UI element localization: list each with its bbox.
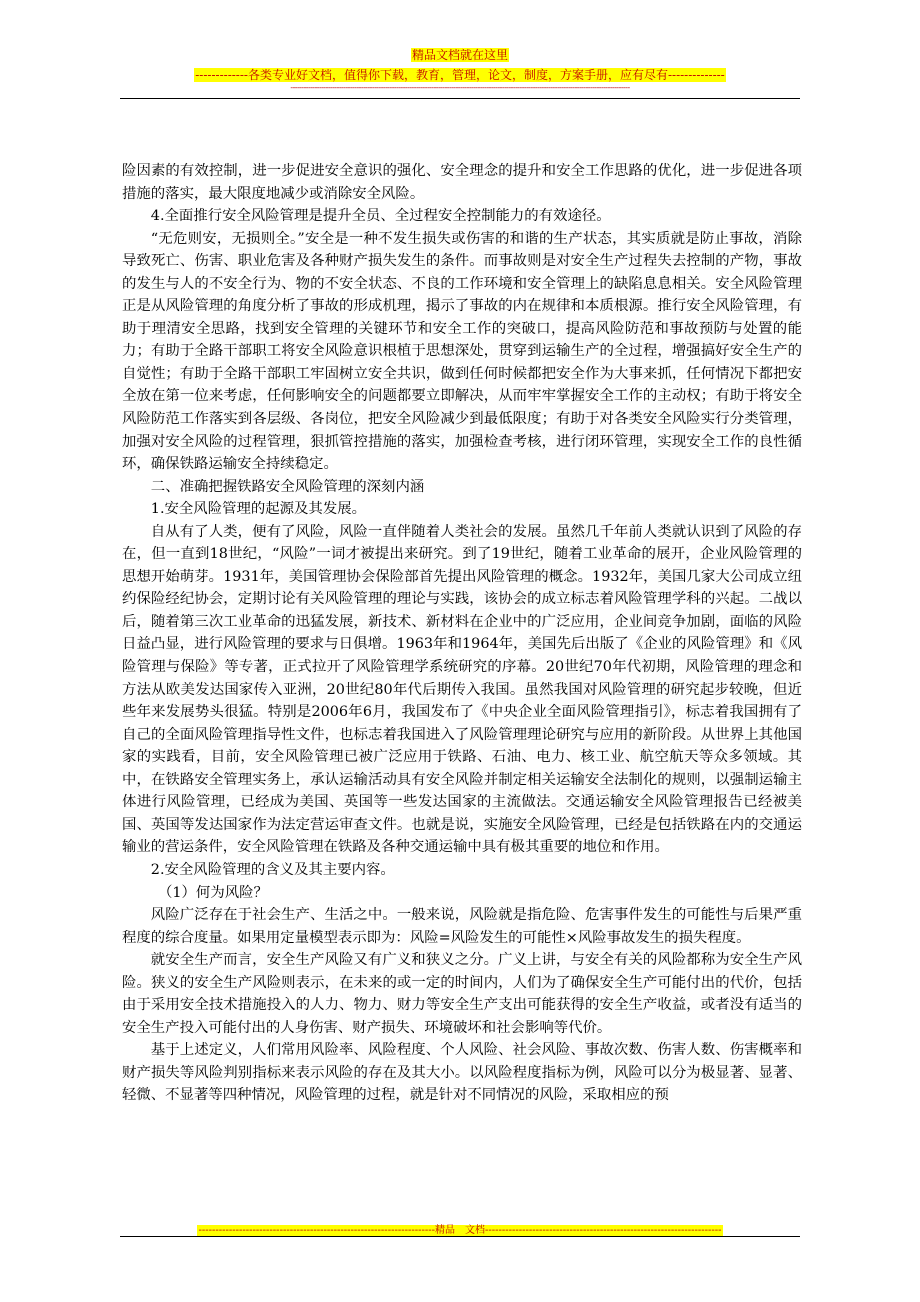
header-title-text: 精品文档就在这里 — [411, 48, 508, 62]
paragraph: “无危则安，无损则全。”安全是一种不发生损失或伤害的和谐的生产状态，其实质就是防止事故，消除导致死亡、伤害、职业危害及各种财产损失发生的条件。而事故则是对安全生产过程失去控制的产物，事故的发生与人的不安全行为、物的不安全状态、不良的工作环境和安全管理上的缺陷息息相关。安全风险管理正是从风险管理的角度分析了事故的形成机理，揭示了事故的内在规律和本质根源。推行安全风险管理，有助于理清安全思路，找到安全管理的关键环节和安全工作的突破口，提高风险防范和事故预防与处置的能力；有助于全路干部职工将安全风险意识根植于思想深处，贯穿到运输生产的全过程，增强搞好安全生产的自觉性；有助于全路干部职工牢固树立安全共识，做到任何时候都把安全作为大事来抓，任何情况下都把安全放在第一位来考虑，任何影响安全的问题都要立即解决，从而牢牢掌握安全工作的主动权；有助于将安全风险防范工作落实到各层级、各岗位，把安全风险减少到最低限度；有助于对各类安全风险实行分类管理，加强对安全风险的过程管理，狠抓管控措施的落实，加强检查考核，进行闭环管理，实现安全工作的良性循环，确保铁路运输安全持续稳定。 — [122, 230, 802, 473]
header-tagline-text: -------------各类专业好文档，值得你下载，教育，管理，论文，制度，方案手册，应有尽有-------------- — [195, 68, 725, 82]
section-heading: 二、准确把握铁路安全风险管理的深刻内涵 — [150, 478, 425, 495]
subsection-heading: （1）何为风险？ — [158, 884, 268, 901]
document-body — [122, 160, 802, 1107]
subsection-heading: 1.安全风险管理的起源及其发展。 — [150, 501, 366, 518]
header-title — [0, 44, 920, 63]
paragraph: 就安全生产而言，安全生产风险又有广义和狭义之分。广义上讲，与安全有关的风险都称为安全生产风险。狭义的安全生产风险则表示，在未来的或一定的时间内，人们为了确保安全生产可能付出的代价，包括由于采用安全技术措施投入的人力、物力、财力等安全生产支出可能获得的安全生产收益，或者没有适当的安全生产投入可能付出的人身伤害、财产损失、环境破坏和社会影响等代价。 — [122, 952, 802, 1036]
footer-text: ----------------------------------------------------------------------精品 文档---------------------------------------------------------------------- — [198, 1225, 722, 1236]
paragraph: 基于上述定义，人们常用风险率、风险程度、个人风险、社会风险、事故次数、伤害人数、伤害概率和财产损失等风险判别指标来表示风险的存在及其大小。以风险程度指标为例，风险可以分为极显著、显著、轻微、不显著等四种情况，风险管理的过程，就是针对不同情况的风险，采取相应的预 — [122, 1042, 802, 1104]
subsection-heading: 2.安全风险管理的含义及其主要内容。 — [150, 861, 395, 878]
paragraph: 自从有了人类，便有了风险，风险一直伴随着人类社会的发展。虽然几千年前人类就认识到了风险的存在，但一直到18世纪，“风险”一词才被提出来研究。到了19世纪，随着工业革命的展开，企业风险管理的思想开始萌芽。1931年，美国管理协会保险部首先提出风险管理的概念。1932年，美国几家大公司成立纽约保险经纪协会，定期讨论有关风险管理的理论与实践，该协会的成立标志着风险管理学科的兴起。二战以后，随着第三次工业革命的迅猛发展，新技术、新材料在企业中的广泛应用，企业间竞争加剧，面临的风险日益凸显，进行风险管理的要求与日俱增。1963年和1964年，美国先后出版了《企业的风险管理》和《风险管理与保险》等专著，正式拉开了风险管理学系统研究的序幕。20世纪70年代初期，风险管理的理念和方法从欧美发达国家传入亚洲，20世纪80年代后期传入我国。虽然我国对风险管理的研究起步较晚，但近些年来发展势头很猛。特别是2006年6月，我国发布了《中央企业全面风险管理指引》，标志着我国拥有了自己的全面风险管理指导性文件，也标志着我国进入了风险管理理论研究与应用的新阶段。从世界上其他国家的实践看，目前，安全风险管理已被广泛应用于铁路、石油、电力、核工业、航空航天等众多领域。其中，在铁路安全管理实务上，承认运输活动具有安全风险并制定相关运输安全法制化的规则，以强制运输主体进行风险管理，已经成为美国、英国等一些发达国家的主流做法。交通运输安全风险管理报告已经被美国、英国等发达国家作为法定营运审查文件。也就是说，实施安全风险管理，已经是包括铁路在内的交通运输业的营运条件，安全风险管理在铁路及各种交通运输中具有极其重要的地位和作用。 — [122, 523, 802, 856]
paragraph: 风险广泛存在于社会生产、生活之中。一般来说，风险就是指危险、危害事件发生的可能性与后果严重程度的综合度量。如果用定量模型表示即为：风险=风险发生的可能性×风险事故发生的损失程度。 — [122, 907, 802, 946]
header-tagline — [0, 64, 920, 83]
footer-rule — [120, 1236, 800, 1237]
footer-banner — [0, 1218, 920, 1237]
section-heading: 4.全面推行安全风险管理是提升全员、全过程安全控制能力的有效途径。 — [150, 208, 611, 225]
header-rule — [120, 98, 800, 99]
paragraph: 险因素的有效控制，进一步促进安全意识的强化、安全理念的提升和安全工作思路的优化，进一步促进各项措施的落实，最大限度地减少或消除安全风险。 — [122, 163, 802, 202]
header-dash-line: ---------------------------------------------------------------------------------------------------------------------------------------------------------- — [290, 83, 630, 92]
